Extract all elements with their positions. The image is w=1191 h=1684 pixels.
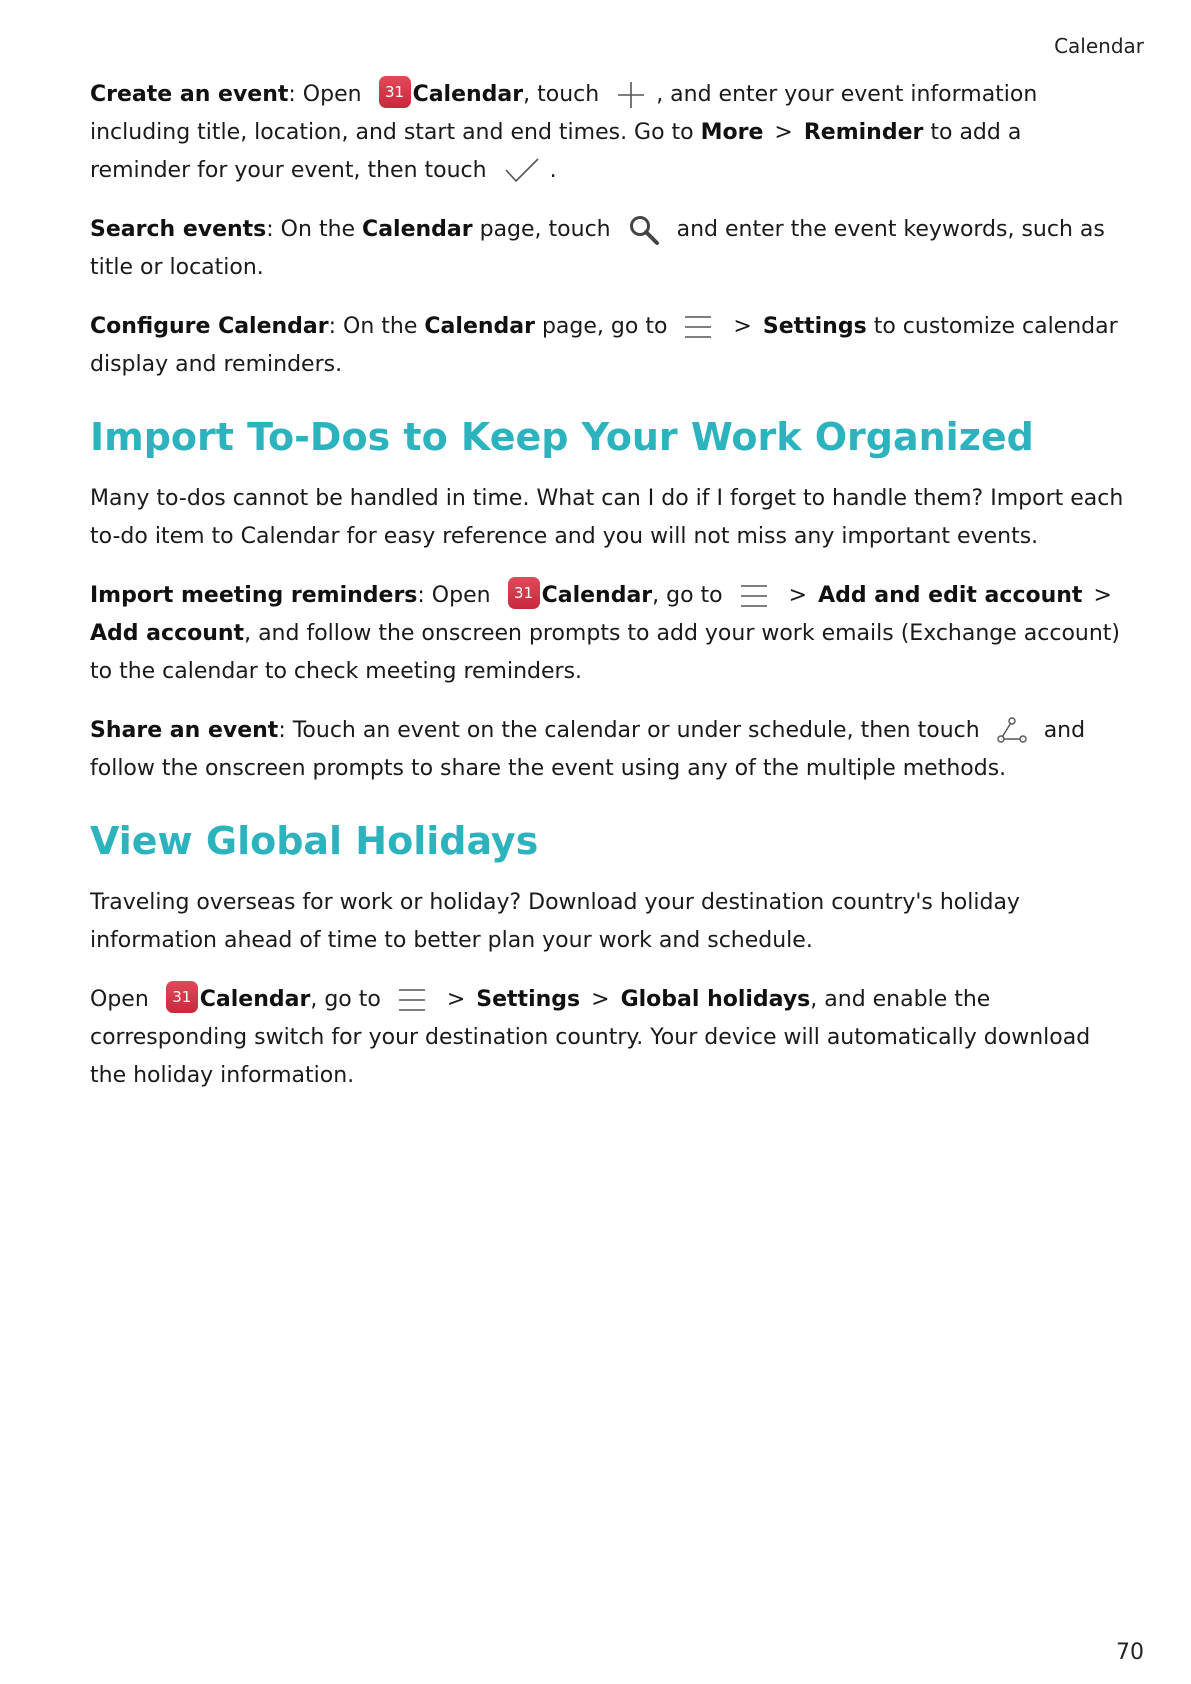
add-account-label: Add account [90,621,245,646]
menu-icon [398,987,426,1013]
global-holidays-paragraph [90,981,1125,1095]
text: page, go to [541,314,668,339]
menu-icon [740,583,768,609]
separator: > [733,314,752,339]
app-name: Calendar [424,314,535,339]
term: Create an event [90,82,289,107]
share-icon [997,717,1027,745]
share-event-paragraph [90,712,1125,788]
holidays-intro-paragraph: Traveling overseas for work or holiday? Download your destination country's holiday information ahead of time to better plan your work and schedule. [90,890,1020,953]
separator: > [788,583,808,608]
text: : Open [288,82,362,107]
text: page, touch [479,217,611,242]
add-edit-account-label: Add and edit account [818,583,1083,608]
calendar-app-icon: 31 [508,577,540,609]
page-content [90,76,1125,1116]
global-holidays-label: Global holidays [620,987,811,1012]
checkmark-icon [504,156,540,186]
text: and follow the onscreen prompts to share the event using any of the multiple methods. [90,718,1086,781]
section-heading-import-todos: Import To-Dos to Keep Your Work Organized [90,415,1034,459]
text: : On the [266,217,356,242]
configure-calendar-paragraph [90,308,1125,384]
text: to customize calendar display and reminders. [90,314,1118,377]
separator: > [1093,583,1112,608]
term: Share an event [90,718,279,743]
app-name: Calendar [412,82,524,107]
settings-label: Settings [476,987,581,1012]
text: , go to [310,987,381,1012]
separator: > [774,120,793,145]
more-label: More [700,120,764,145]
import-meeting-paragraph [90,577,1125,691]
text: to add a reminder for your event, then touch [90,120,1022,183]
plus-icon [616,80,646,110]
text: Open [90,987,149,1012]
text: , and enter your event information including title, location, and start and end times. Go to [90,82,1038,145]
text: : On the [328,314,418,339]
text: , go to [652,583,723,608]
app-name: Calendar [199,987,311,1012]
section-heading-global-holidays: View Global Holidays [90,819,539,863]
separator: > [591,987,610,1012]
term: Import meeting reminders [90,583,418,608]
running-header: Calendar [1054,34,1144,58]
search-events-paragraph [90,211,1125,287]
page-number: 70 [1116,1640,1144,1665]
app-name: Calendar [541,583,653,608]
text: and enter the event keywords, such as title or location. [90,217,1105,280]
separator: > [446,987,466,1012]
term: Search events [90,217,267,242]
app-name: Calendar [362,217,473,242]
search-icon [628,214,660,246]
text: . [549,158,557,183]
text: : Open [417,583,491,608]
create-event-paragraph [90,76,1125,190]
import-intro-paragraph: Many to-dos cannot be handled in time. What can I do if I forget to handle them? Import each to-do item to Calendar for easy reference and you will not miss any important events. [90,486,1124,549]
calendar-app-icon: 31 [379,76,411,108]
reminder-label: Reminder [803,120,924,145]
menu-icon [684,314,712,340]
term: Configure Calendar [90,314,329,339]
settings-label: Settings [762,314,867,339]
text: : Touch an event on the calendar or under schedule, then touch [278,718,980,743]
text: , and enable the corresponding switch for your destination country. Your device will automatically download the holiday information. [90,987,1091,1088]
text: , and follow the onscreen prompts to add your work emails (Exchange account) to the calendar to check meeting reminders. [90,621,1121,684]
calendar-app-icon: 31 [166,981,198,1013]
text: , touch [523,82,600,107]
